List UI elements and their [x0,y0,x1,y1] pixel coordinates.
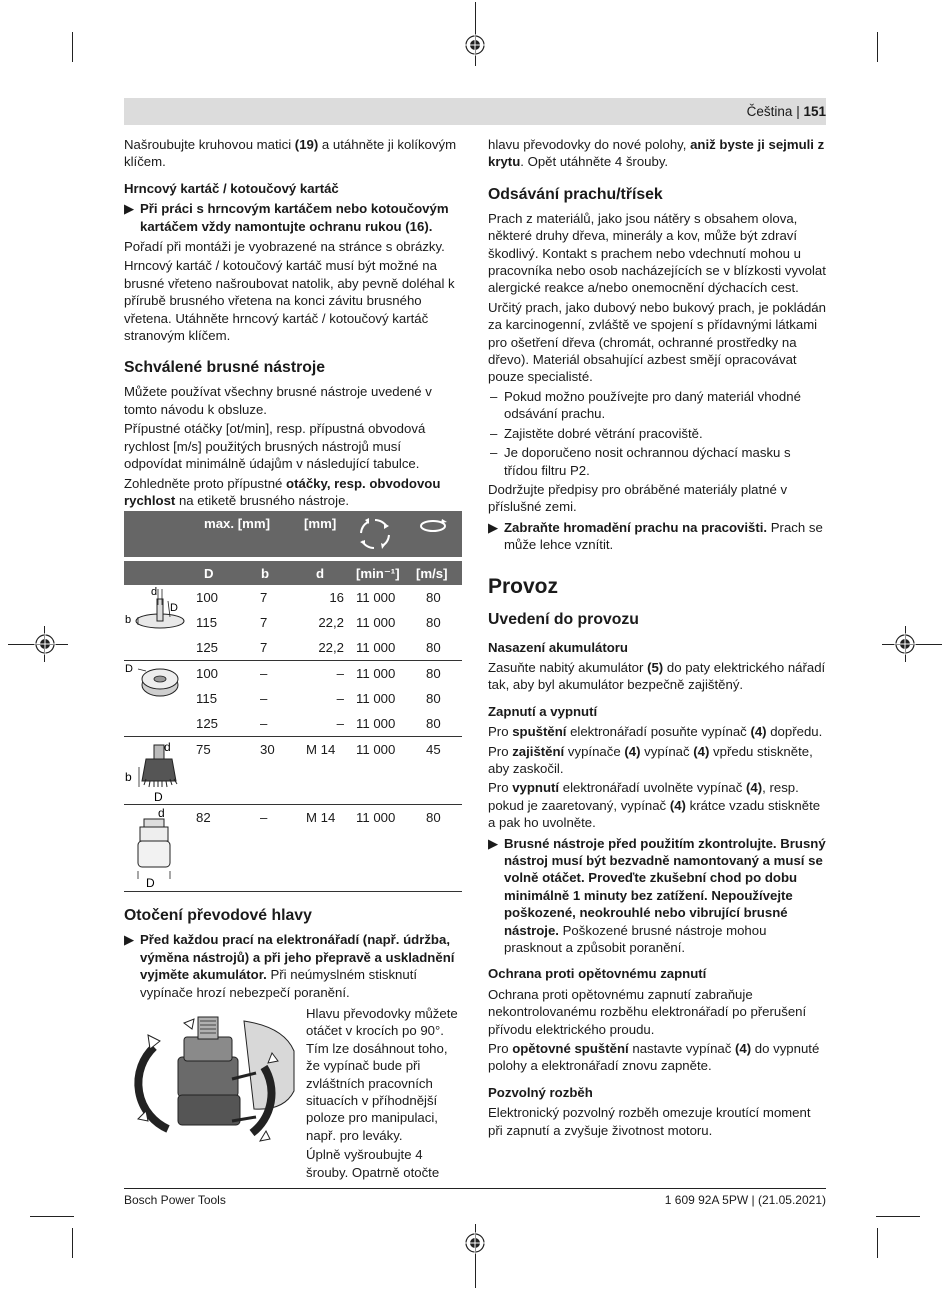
bullet-triangle-icon: ▶ [488,519,499,535]
rotate-side-text [306,1005,464,1183]
table-row: 115 7 22,2 11 000 80 [196,615,441,631]
intro-paragraph: Našroubujte kruhovou matici (19) a utáhněte ji kolíkovým klíčem. [124,137,457,170]
registration-mark-icon [894,633,916,655]
fig-label-D: D [170,602,178,615]
table-row: 75 30 M 14 11 000 45 [196,742,441,758]
fig-label-D: D [146,876,155,891]
table-group-pot-brush [124,804,462,892]
fig-label-D: D [125,663,133,676]
rotate-title: Otočení převodové hlavy [124,907,312,925]
footer-right: 1 609 92A 5PW | (21.05.2021) [664,1193,826,1207]
table-subheader-cell: [m/s] [416,566,448,582]
startup-title: Uvedení do provozu [488,610,639,628]
table-row: 125 7 22,2 11 000 80 [196,640,441,656]
gear-head-rotation-figure [124,1007,296,1151]
dust-paragraph: Prach z materiálů, jako jsou nátěry s obsahem olova, některé druhy dřeva, minerály a kov, může být zdraví škodlivý. Kontakt s prachem nebo vdechnutí mohou u pracovníka nebo osob nacházejících se v blízkosti vyvolat alergické reakce a/nebo onemocnění dýchacích cest. [488,210,826,296]
onoff-paragraph: Pro zajištění vypínače (4) vypínač (4) vpředu stiskněte, aby zaskočil. [488,743,813,776]
header-bar [124,98,826,125]
crop-mark [877,1228,878,1258]
circumferential-speed-icon [418,517,448,535]
tools-title: Schválené brusné nástroje [124,359,326,377]
dust-warning: ▶ Zabraňte hromadění prachu na pracovišti. Prach se může lehce vznítit. [488,519,823,553]
table-subheader-cell: [min⁻¹] [356,566,400,582]
rotate-warning: ▶ Před každou prací na elektronářadí (např. údržba, výměna nástrojů) a při jeho přepravě a uskladnění vyjměte akumulátor. Při neúmyslném stisknutí vypínače hrozí nebezpečí poranění. [124,932,455,1000]
rotate-side-paragraph: Úplně vyšroubujte 4 šrouby. Opatrně otočte [306,1147,440,1180]
rotate-side-paragraph: Hlavu převodovky můžete otáčet v krocích po 90°. Tím lze dosáhnout toho, že vypínač bude při zvláštních pracovních situacích v příhodnější poloze pro manipulaci, např. pro leváky. [306,1005,458,1143]
tools-paragraph: Zohledněte proto přípustné otáčky, resp. obvodovou rychlost na etiketě brusného nástroje. [124,475,441,508]
left-column [124,136,462,1195]
footer-left: Bosch Power Tools [124,1193,226,1207]
page-header [747,103,826,120]
dust-list-item: – Zajistěte dobré větrání pracoviště. [490,425,703,441]
table-group-grinding-disc [124,585,462,660]
continued-paragraph: hlavu převodovky do nové polohy, aniž byste ji sejmuli z krytu. Opět utáhněte 4 šrouby. [488,137,825,170]
cup-brush-warning: ▶ Při práci s hrncovým kartáčem nebo kotoučovým kartáčem vždy namontujte ochranu rukou (16). [124,201,449,234]
crop-mark [30,1216,74,1217]
table-header-row [124,511,462,557]
check-warning: ▶ Brusné nástroje před použitím zkontrolujte. Brusný nástroj musí být bezvadně namontovaný a musí se volně otáčet. Proveďte zkušební chod po dobu minimálně 1 minuty bez zatížení. Nepoužívejte poškozené, neokrouhlé nebo vibrující brusné nástroje. Poškozené brusné nástroje mohou prasknout a způsobit poranění. [488,835,826,956]
dust-paragraph: Dodržujte předpisy pro obráběné materiály platné v příslušné zemi. [488,481,788,515]
cup-brush-paragraph: Hrncový kartáč / kotoučový kartáč musí být možné na brusné vřeteno našroubovat natolik, aby pevně doléhal k přírubě brusného vřetena na konci závitu brusného vřetena. Utáhněte hrncový kartáč / kotoučový kartáč stranovým klíčem. [124,258,455,344]
cup-brush-paragraph: Pořadí při montáži je vyobrazené na stránce s obrázky. [124,239,445,255]
rotation-speed-icon [356,515,394,553]
soft-start-paragraph: Elektronický pozvolný rozběh omezuje kroutící moment při zapnutí a zvyšuje životnost motoru. [488,1105,811,1138]
dust-list-item: – Je doporučeno nosit ochrannou dýchací masku s třídou filtru P2. [490,445,791,478]
dust-title: Odsávání prachu/třísek [488,185,663,203]
rotate-block [124,1005,462,1195]
crop-mark [876,1216,920,1217]
table-subheader-cell: d [316,566,325,582]
tools-paragraph: Můžete používat všechny brusné nástroje uvedené v tomto návodu k obsluze. [124,384,432,417]
fig-label-d: d [164,740,171,755]
bullet-triangle-icon: ▶ [124,201,135,217]
header-separator: | [796,104,800,119]
tools-paragraph: Přípustné otáčky [ot/min], resp. přípustná obvodová rychlost [m/s] použitých brusných nástrojů musí odpovídat minimálně údajům v následující tabulce. [124,421,426,472]
restart-title: Ochrana proti opětovnému zapnutí [488,966,707,982]
footer-rule [124,1188,826,1189]
table-header-cell: [mm] [304,516,337,532]
table-subheader-row [124,561,462,585]
crop-mark [72,32,73,62]
tools-table [124,511,462,892]
table-subheader-cell: D [204,566,214,582]
registration-mark-icon [34,633,56,655]
soft-start-title: Pozvolný rozběh [488,1084,593,1100]
crop-mark [72,1228,73,1258]
table-subheader-cell: b [261,566,270,582]
table-header-cell: max. [mm] [204,516,270,532]
onoff-paragraph: Pro vypnutí elektronářadí uvolněte vypínač (4), resp. pokud je zaaretovaný, vypínač (4) krátce vzadu stiskněte a pak ho uvolněte. [488,780,821,831]
bullet-triangle-icon: ▶ [124,932,135,948]
registration-mark-icon [464,1232,486,1254]
right-column [488,136,826,1141]
table-row: 100 – – 11 000 80 [196,666,441,682]
table-group-cup-brush [124,736,462,804]
restart-paragraph: Pro opětovné spuštění nastavte vypínač (4) do vypnuté polohy a elektronářadí znovu zapněte. [488,1041,820,1074]
crop-mark [877,32,878,62]
onoff-paragraph: Pro spuštění elektronářadí posuňte vypínač (4) dopředu. [488,724,823,740]
table-row: 82 – M 14 11 000 80 [196,810,441,826]
fig-label-d: d [151,586,158,599]
fig-label-d: d [158,807,165,821]
fig-label-b: b [125,770,132,785]
fig-label-D: D [154,790,163,804]
bullet-triangle-icon: ▶ [488,835,499,851]
dust-paragraph: Určitý prach, jako dubový nebo bukový prach, je pokládán za karcinogenní, zvláště ve spojení s přídavnými látkami pro ošetření dřeva (chromát, ochranné prostředky na dřevo). Materiál obsahující azbest smějí opracovávat pouze specialisté. [488,299,826,385]
header-language: Čeština [746,104,793,119]
restart-paragraph: Ochrana proti opětovnému zapnutí zabraňuje nekontrolovanému rozběhu elektronářadí po přerušení přívodu elektrického proudu. [488,986,807,1037]
table-row: 100 7 16 11 000 80 [196,590,441,606]
battery-paragraph: Zasuňte nabitý akumulátor (5) do paty elektrického nářadí tak, aby byl akumulátor bezpečně zajištěný. [488,659,826,693]
table-row: 125 – – 11 000 80 [196,716,441,732]
dust-list-item: – Pokud možno používejte pro daný materiál vhodné odsávání prachu. [490,388,801,422]
onoff-title: Zapnutí a vypnutí [488,703,598,719]
table-group-sanding-disc [124,660,462,736]
battery-title: Nasazení akumulátoru [488,639,628,655]
cup-brush-title: Hrncový kartáč / kotoučový kartáč [124,180,339,196]
fig-label-b: b [125,614,132,627]
page-number: 151 [803,104,826,119]
registration-mark-icon [464,34,486,56]
operation-title: Provoz [488,574,559,598]
table-row: 115 – – 11 000 80 [196,691,441,707]
